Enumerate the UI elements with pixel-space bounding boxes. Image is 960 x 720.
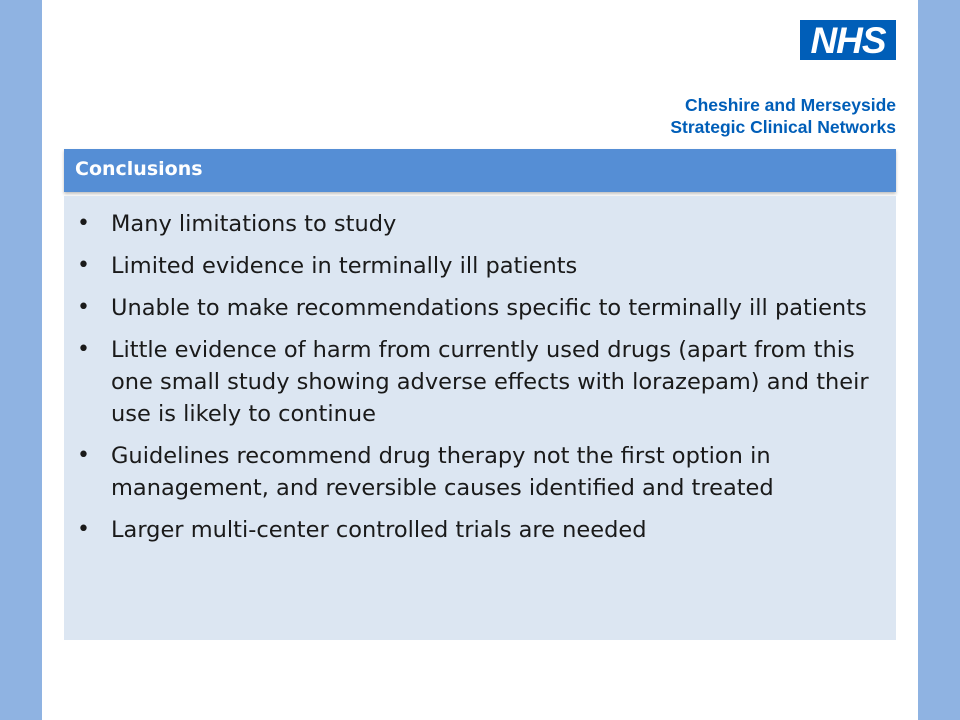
org-name-line-2: Strategic Clinical Networks — [670, 117, 896, 137]
right-side-bar — [918, 0, 960, 720]
section-heading: Conclusions — [75, 158, 203, 180]
left-side-bar — [0, 0, 42, 720]
nhs-logo — [800, 20, 896, 60]
bullet-item: • Little evidence of harm from currently used drugs (apart from this one small study showing adverse effects with lorazepam) and their use is likely to continue — [64, 334, 884, 430]
content-panel — [64, 196, 896, 640]
bullet-item: • Larger multi-center controlled trials are needed — [64, 514, 884, 546]
bullet-item: • Limited evidence in terminally ill patients — [64, 250, 884, 282]
org-name-line-1: Cheshire and Merseyside — [684, 95, 896, 115]
section-header-bar — [64, 149, 896, 192]
bullet-item: • Many limitations to study — [64, 208, 884, 240]
bullet-list — [64, 208, 884, 556]
organization-name — [670, 94, 896, 138]
nhs-logo-text: NHS — [810, 19, 886, 61]
bullet-item: • Unable to make recommendations specific to terminally ill patients — [64, 292, 884, 324]
bullet-item: • Guidelines recommend drug therapy not the first option in management, and reversible causes identified and treated — [64, 440, 884, 504]
